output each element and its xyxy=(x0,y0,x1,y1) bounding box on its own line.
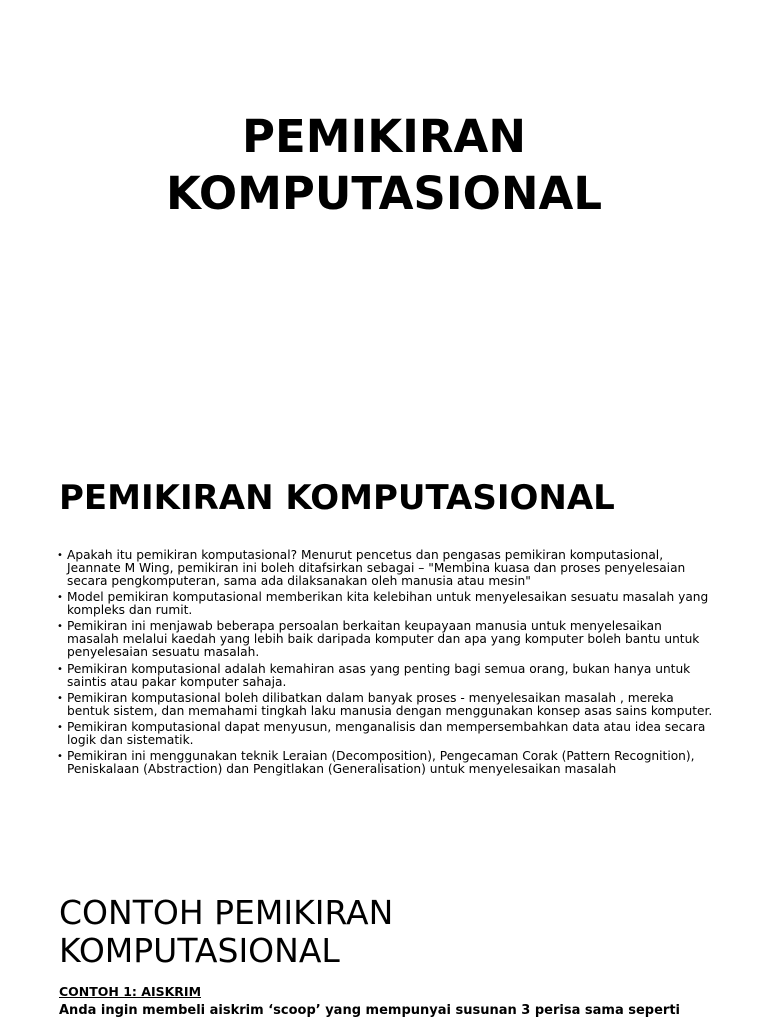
slide-title xyxy=(0,108,768,222)
bullet-item xyxy=(57,620,717,659)
bullet-text: Apakah itu pemikiran komputasional? Menurut pencetus dan pengasas pemikiran komputasional, Jeannate M Wing, pemikiran ini boleh ditafsirkan sebagai – "Membina kuasa dan proses penyelesaian secara pengkomputeran, sama ada dilaksanakan oleh manusia atau mesin" xyxy=(67,548,686,588)
bullet-item xyxy=(57,591,717,617)
bullet-item xyxy=(57,663,717,689)
bullet-marker: • xyxy=(57,692,63,704)
bullet-text: Pemikiran ini menjawab beberapa persoalan berkaitan keupayaan manusia untuk menyelesaikan masalah melalui kaedah yang lebih baik daripada komputer dan apa yang komputer boleh bantu untuk penyelesaian sesuatu masalah. xyxy=(67,619,700,660)
bullet-marker: • xyxy=(57,663,63,675)
bullet-marker: • xyxy=(57,592,63,604)
bullet-item xyxy=(57,750,717,776)
bullet-text: Pemikiran ini menggunakan teknik Leraian (Decomposition), Pengecaman Corak (Pattern Recognition), Peniskalaan (Abstraction) dan Pengitlakan (Generalisation) untuk menyelesaikan masalah xyxy=(67,749,695,777)
bullet-marker: • xyxy=(57,621,63,633)
title-line-2: KOMPUTASIONAL xyxy=(165,167,602,220)
title-slide xyxy=(0,0,768,440)
heading-line-2: KOMPUTASIONAL xyxy=(59,931,340,970)
bullet-text: Pemikiran komputasional boleh dilibatkan dalam banyak proses - menyelesaikan masalah , mereka bentuk sistem, dan memahami tingkah laku manusia dengan menggunakan konsep asas sains komputer. xyxy=(67,690,713,718)
bullet-list xyxy=(57,549,717,779)
bullet-marker: • xyxy=(57,751,63,763)
slide-heading xyxy=(59,894,393,970)
title-line-1: PEMIKIRAN xyxy=(242,110,526,163)
example-heading: CONTOH 1: AISKRIM xyxy=(59,984,202,999)
bullet-item xyxy=(57,692,717,718)
bullet-item xyxy=(57,549,717,588)
heading-line-1: CONTOH PEMIKIRAN xyxy=(59,893,394,932)
bullet-text: Model pemikiran komputasional memberikan kita kelebihan untuk menyelesaikan sesuatu masalah yang kompleks dan rumit. xyxy=(67,590,709,618)
slide-heading: PEMIKIRAN KOMPUTASIONAL xyxy=(59,478,615,518)
bullet-item xyxy=(57,721,717,747)
bullet-marker: • xyxy=(57,550,63,561)
bullet-marker: • xyxy=(57,721,63,733)
example-text: Anda ingin membeli aiskrim ‘scoop’ yang mempunyai susunan 3 perisa sama seperti xyxy=(59,1003,680,1018)
bullet-text: Pemikiran komputasional dapat menyusun, menganalisis dan mempersembahkan data atau idea secara logik dan sistematik. xyxy=(67,719,706,747)
bullet-text: Pemikiran komputasional adalah kemahiran asas yang penting bagi semua orang, bukan hanya untuk saintis atau pakar komputer sahaja. xyxy=(67,661,691,689)
